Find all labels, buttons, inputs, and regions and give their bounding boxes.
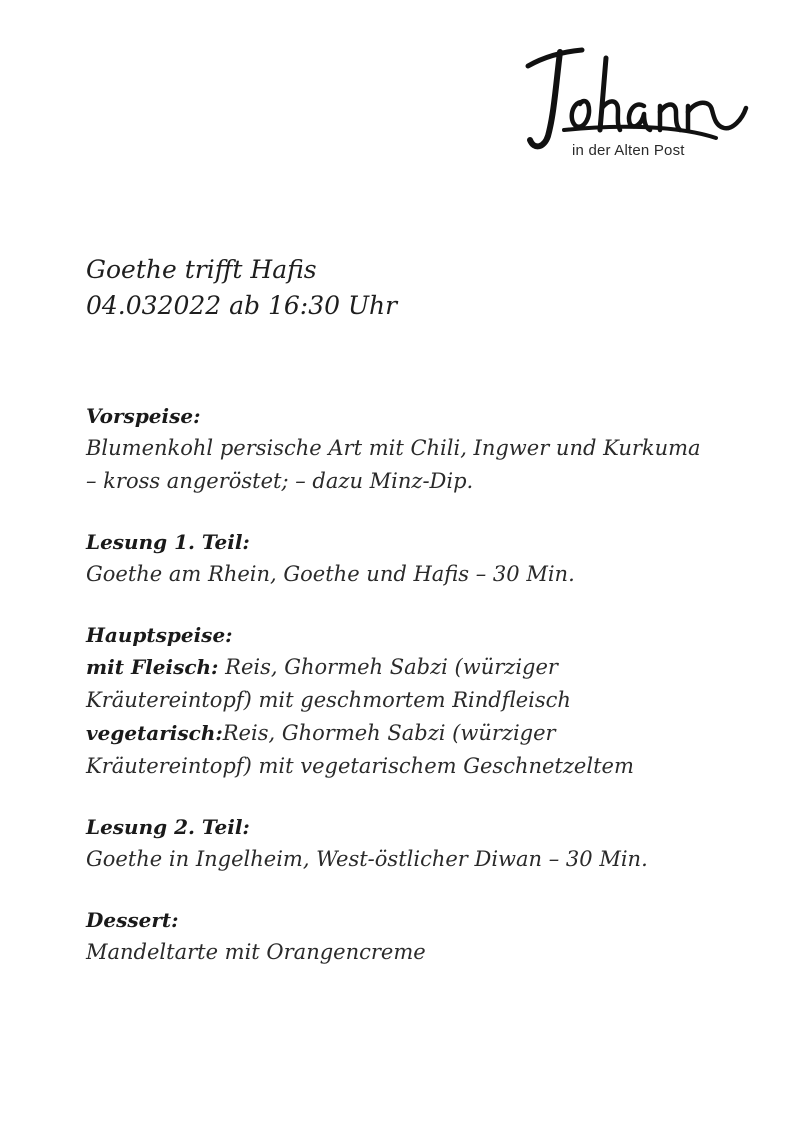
section-line: – kross angeröstet; – dazu Minz-Dip. xyxy=(86,469,474,493)
fleisch-line-2: Kräutereintopf) mit geschmortem Rindfleisch xyxy=(86,688,571,712)
veg-text-1: Reis, Ghormeh Sabzi (würziger xyxy=(222,721,556,745)
fleisch-label: mit Fleisch: xyxy=(86,655,219,679)
section-title: Dessert: xyxy=(86,908,179,932)
section-hauptspeise xyxy=(86,619,766,783)
section-dessert xyxy=(86,904,766,969)
section-lesung-1 xyxy=(86,526,766,591)
veg-line-1 xyxy=(86,717,766,750)
section-line: Mandeltarte mit Orangencreme xyxy=(86,940,426,964)
veg-line-2: Kräutereintopf) mit vegetarischem Geschnetzeltem xyxy=(86,754,634,778)
section-vorspeise xyxy=(86,400,766,498)
event-header xyxy=(86,252,706,324)
section-title: Lesung 2. Teil: xyxy=(86,815,250,839)
section-lesung-2 xyxy=(86,811,766,876)
section-line: Blumenkohl persische Art mit Chili, Ingwer und Kurkuma xyxy=(86,436,701,460)
event-title: Goethe trifft Hafis xyxy=(86,255,317,284)
fleisch-line-1 xyxy=(86,651,766,684)
section-title: Lesung 1. Teil: xyxy=(86,530,250,554)
section-title: Hauptspeise: xyxy=(86,623,233,647)
menu-sections xyxy=(86,400,766,997)
veg-label: vegetarisch: xyxy=(86,721,223,745)
event-date: 04.032022 ab 16:30 Uhr xyxy=(86,291,398,320)
fleisch-text-1: Reis, Ghormeh Sabzi (würziger xyxy=(218,655,558,679)
section-line: Goethe am Rhein, Goethe und Hafis – 30 Min. xyxy=(86,562,575,586)
section-line: Goethe in Ingelheim, West-östlicher Diwan – 30 Min. xyxy=(86,847,648,871)
johann-logo xyxy=(520,44,760,166)
section-title: Vorspeise: xyxy=(86,404,201,428)
johann-logo-script xyxy=(520,44,752,156)
logo-subtitle: in der Alten Post xyxy=(572,142,685,159)
